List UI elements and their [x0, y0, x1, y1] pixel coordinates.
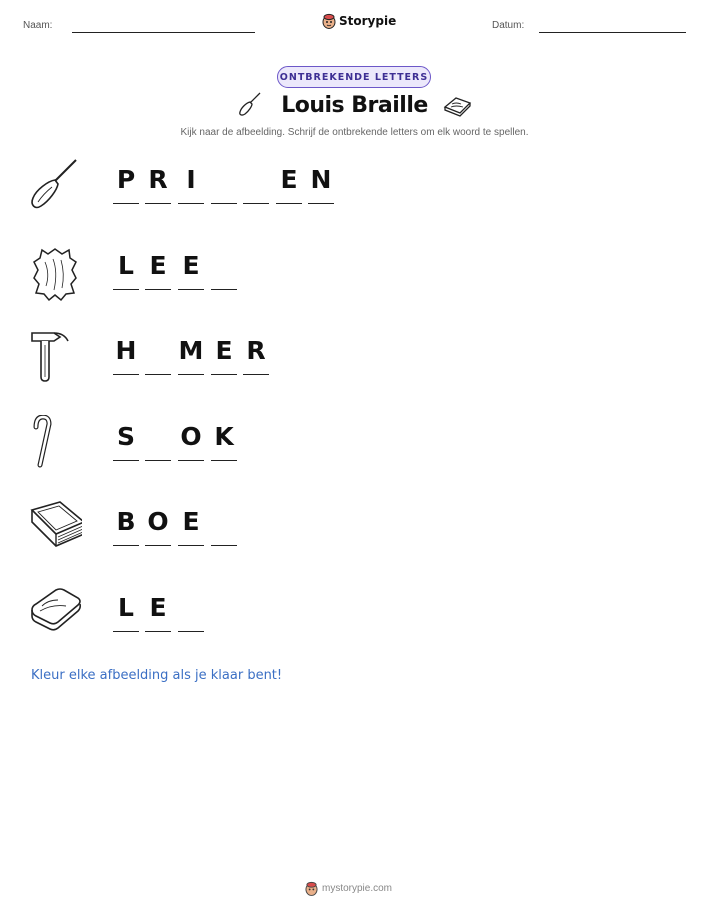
hammer-icon — [28, 329, 82, 389]
cane-icon — [28, 415, 82, 475]
letter-line — [178, 545, 204, 546]
letter-slot[interactable] — [113, 586, 139, 636]
given-letter: R — [148, 165, 168, 194]
letter-slot[interactable] — [211, 158, 237, 208]
coloring-instruction: Kleur elke afbeelding als je klaar bent! — [31, 668, 283, 683]
soap-bar-icon — [28, 586, 82, 646]
letter-slot[interactable] — [243, 158, 269, 208]
letter-slot[interactable] — [211, 500, 237, 550]
storypie-mascot-icon — [305, 881, 318, 896]
given-letter: N — [310, 165, 332, 194]
letter-line — [276, 203, 302, 204]
letter-line — [178, 289, 204, 290]
given-letter: E — [149, 593, 167, 622]
letter-line — [211, 289, 237, 290]
letter-line — [243, 374, 269, 375]
letter-slot[interactable] — [113, 158, 139, 208]
letter-line — [113, 374, 139, 375]
given-letter: I — [186, 165, 196, 194]
word-row — [0, 586, 709, 666]
word-row — [0, 244, 709, 324]
given-letter: E — [149, 251, 167, 280]
letter-line — [243, 203, 269, 204]
given-letter: L — [118, 251, 134, 280]
date-label: Datum: — [492, 20, 525, 31]
letter-slot[interactable] — [178, 415, 204, 465]
given-letter: E — [280, 165, 298, 194]
given-letter: L — [118, 593, 134, 622]
letter-line — [113, 545, 139, 546]
word-row — [0, 329, 709, 409]
letter-line — [178, 374, 204, 375]
given-letter: E — [215, 336, 233, 365]
letter-line — [113, 203, 139, 204]
letter-line — [145, 545, 171, 546]
letter-slot[interactable] — [178, 329, 204, 379]
name-line[interactable] — [72, 32, 255, 33]
letter-line — [178, 631, 204, 632]
letter-slot[interactable] — [178, 158, 204, 208]
word-row — [0, 158, 709, 238]
letter-line — [211, 374, 237, 375]
letter-slot[interactable] — [145, 415, 171, 465]
given-letter: M — [178, 336, 204, 365]
letter-slot[interactable] — [145, 158, 171, 208]
given-letter: E — [182, 507, 200, 536]
letter-line — [308, 203, 334, 204]
letter-line — [211, 545, 237, 546]
letter-slot[interactable] — [145, 500, 171, 550]
storypie-mascot-icon — [322, 13, 336, 29]
page-title: Louis Braille — [281, 93, 428, 118]
given-letter: B — [116, 507, 136, 536]
letter-slot[interactable] — [113, 500, 139, 550]
letter-slot[interactable] — [211, 244, 237, 294]
name-label: Naam: — [23, 20, 53, 31]
letter-slot[interactable] — [243, 329, 269, 379]
letter-line — [145, 289, 171, 290]
letter-slot[interactable] — [178, 244, 204, 294]
letter-slot[interactable] — [178, 500, 204, 550]
letter-slot[interactable] — [211, 329, 237, 379]
letter-line — [113, 631, 139, 632]
given-letter: H — [115, 336, 137, 365]
site-footer — [305, 881, 392, 896]
leather-hide-icon — [28, 244, 82, 304]
word-row — [0, 415, 709, 495]
letter-line — [145, 203, 171, 204]
letter-slot[interactable] — [308, 158, 334, 208]
letter-slot[interactable] — [145, 244, 171, 294]
letter-slot[interactable] — [113, 244, 139, 294]
letter-slot[interactable] — [113, 415, 139, 465]
letter-line — [145, 631, 171, 632]
given-letter: E — [182, 251, 200, 280]
awl-icon — [28, 158, 82, 218]
given-letter: S — [116, 422, 135, 451]
brand-name: Storypie — [339, 14, 397, 28]
given-letter: K — [214, 422, 234, 451]
given-letter: O — [147, 507, 169, 536]
word-row — [0, 500, 709, 580]
letter-line — [145, 374, 171, 375]
instruction-text: Kijk naar de afbeelding. Schrijf de ontbrekende letters om elk woord te spellen. — [180, 127, 529, 138]
letter-slot[interactable] — [178, 586, 204, 636]
letter-line — [145, 460, 171, 461]
date-line[interactable] — [539, 32, 686, 33]
letter-line — [113, 289, 139, 290]
letter-line — [178, 203, 204, 204]
letter-line — [211, 460, 237, 461]
letter-line — [211, 203, 237, 204]
book-icon — [28, 500, 82, 560]
letter-slot[interactable] — [145, 586, 171, 636]
letter-line — [178, 460, 204, 461]
given-letter: O — [180, 422, 202, 451]
given-letter: R — [246, 336, 266, 365]
letter-slot[interactable] — [145, 329, 171, 379]
given-letter: P — [116, 165, 136, 194]
site-url: mystorypie.com — [322, 883, 393, 894]
worksheet-type-badge: ONTBREKENDE LETTERS — [277, 66, 431, 88]
letter-slot[interactable] — [113, 329, 139, 379]
letter-line — [113, 460, 139, 461]
brand-logo — [322, 13, 396, 29]
letter-slot[interactable] — [276, 158, 302, 208]
letter-slot[interactable] — [211, 415, 237, 465]
soap-bar-icon — [442, 95, 472, 117]
